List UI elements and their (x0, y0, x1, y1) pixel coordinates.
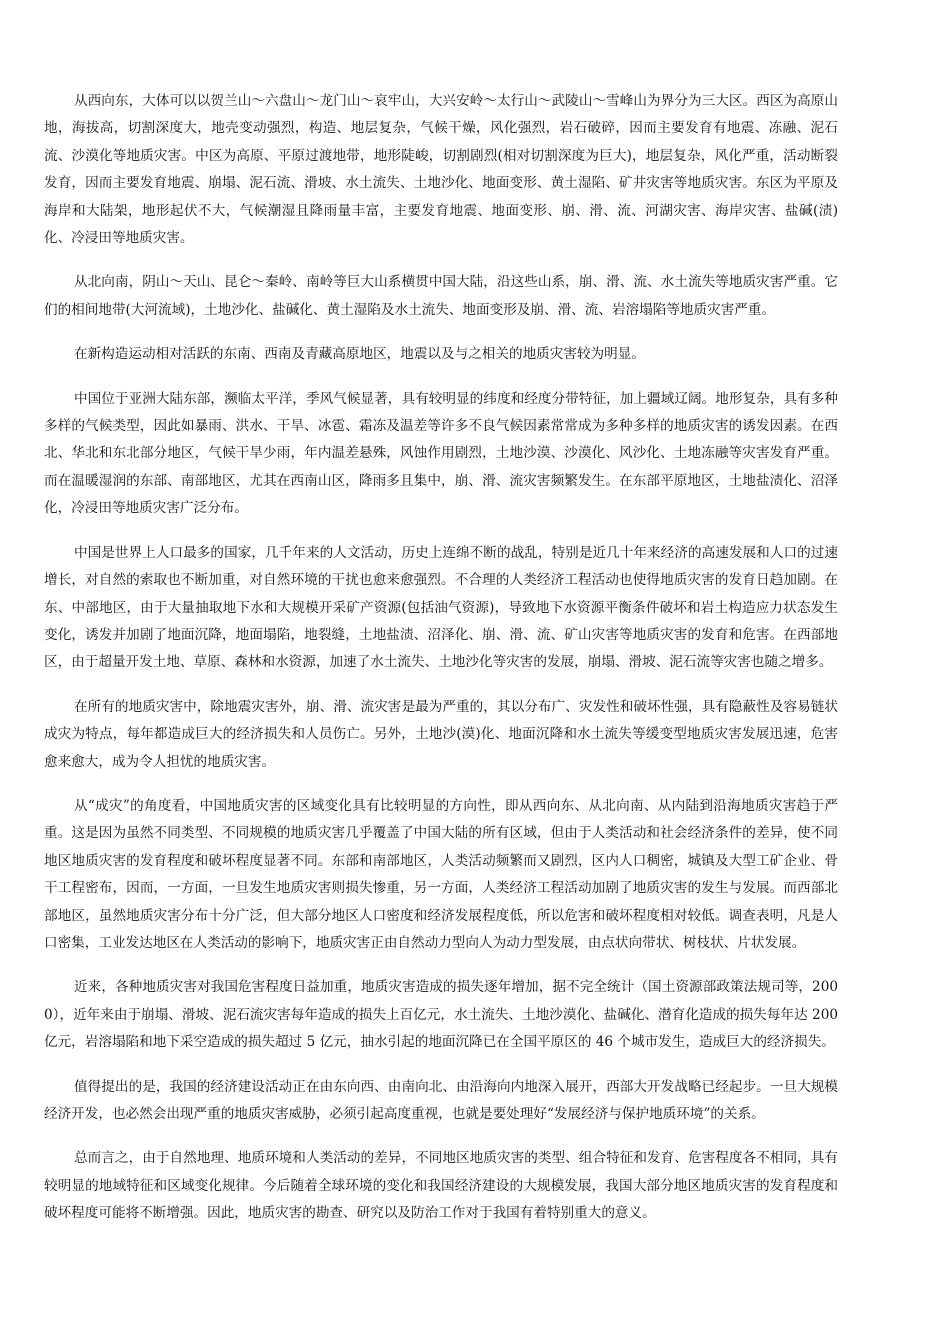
document-body (44, 88, 838, 1245)
paragraph-disaster-direction: 从“成灾”的角度看，中国地质灾害的区域变化具有比较明显的方向性，即从西向东、从北向南、从内陆到沿海地质灾害趋于严重。这是因为虽然不同类型、不同规模的地质灾害几乎覆盖了中国大陆的所有区域，但由于人类活动和社会经济条件的差异，使不同地区地质灾害的发育程度和破坏程度显著不同。东部和南部地区，人类活动频繁而又剧烈，区内人口稠密，城镇及大型工矿企业、骨干工程密布，因而，一方面，一旦发生地质灾害则损失惨重，另一方面，人类经济工程活动加剧了地质灾害的发生与发展。而西部北部地区，虽然地质灾害分布十分广泛，但大部分地区人口密度和经济发展程度低，所以危害和破坏程度相对较低。调查表明，凡是人口密集，工业发达地区在人类活动的影响下，地质灾害正由自然动力型向人为动力型发展，由点状向带状、树枝状、片状发展。 (44, 797, 838, 951)
paragraph-conclusion: 总而言之，由于自然地理、地质环境和人类活动的差异，不同地区地质灾害的类型、组合特征和发育、危害程度各不相同，具有较明显的地域特征和区域变化规律。今后随着全球环境的变化和我国经济建设的大规模发展，我国大部分地区地质灾害的发育程度和破坏程度可能将不断增强。因此，地质灾害的勘查、研究以及防治工作对于我国有着特别重大的意义。 (44, 1150, 838, 1222)
paragraph-human-activity: 中国是世界上人口最多的国家，几千年来的人文活动，历史上连绵不断的战乱，特别是近几十年来经济的高速发展和人口的过速增长，对自然的索取也不断加重，对自然环境的干扰也愈来愈强烈。不合理的人类经济工程活动也使得地质灾害的发育日趋加剧。在东、中部地区，由于大量抽取地下水和大规模开采矿产资源(包括油气资源)，导致地下水资源平衡条件破坏和岩土构造应力状态发生变化，诱发并加剧了地面沉降，地面塌陷，地裂缝，土地盐渍、沼泽化、崩、滑、流、矿山灾害等地质灾害的发育和危害。在西部地区，由于超量开发土地、草原、森林和水资源，加速了水土流失、土地沙化等灾害的发展，崩塌、滑坡、泥石流等灾害也随之增多。 (44, 544, 838, 671)
paragraph-development: 值得提出的是，我国的经济建设活动正在由东向西、由南向北、由沿海向内地深入展开，西部大开发战略已经起步。一旦大规模经济开发，也必然会出现严重的地质灾害威胁，必须引起高度重视，也就是要处理好“发展经济与保护地质环境”的关系。 (44, 1078, 838, 1122)
paragraph-neotectonic: 在新构造运动相对活跃的东南、西南及青藏高原地区，地震以及与之相关的地质灾害较为明显。 (74, 346, 645, 363)
paragraph-severity: 在所有的地质灾害中，除地震灾害外，崩、滑、流灾害是最为严重的，其以分布广、灾发性和破坏性强，具有隐蔽性及容易链状成灾为特点，每年都造成巨大的经济损失和人员伤亡。另外，土地沙(漠)化、地面沉降和水土流失等缓变型地质灾害发展迅速，危害愈来愈大，成为令人担忧的地质灾害。 (44, 698, 838, 770)
paragraph-climate: 中国位于亚洲大陆东部，濒临太平洋，季风气候显著，具有较明显的纬度和经度分带特征，加上疆域辽阔。地形复杂，具有多种多样的气候类型，因此如暴雨、洪水、干旱、冰雹、霜冻及温差等许多不良气候因素常常成为多种多样的地质灾害的诱发因素。在西北、华北和东北部分地区，气候干旱少雨，年内温差悬殊，风蚀作用剧烈，土地沙漠、沙漠化、风沙化、土地冻融等灾害发育严重。而在温暖湿润的东部、南部地区，尤其在西南山区，降雨多且集中，崩、滑、流灾害频繁发生。在东部平原地区，土地盐渍化、沼泽化，冷浸田等地质灾害广泛分布。 (44, 390, 838, 517)
paragraph-losses: 近来，各种地质灾害对我国危害程度日益加重，地质灾害造成的损失逐年增加，据不完全统计（国土资源部政策法规司等，2000），近年来由于崩塌、滑坡、泥石流灾害每年造成的损失上百亿元，水土流失、土地沙漠化、盐碱化、潜育化造成的损失每年达 200 亿元，岩溶塌陷和地下采空造成的损失超过 5 亿元，抽水引起的地面沉降已在全国平原区的 46 个城市发生，造成巨大的经济损失。 (44, 979, 838, 1051)
paragraph-north-south: 从北向南，阴山～天山、昆仑～秦岭、南岭等巨大山系横贯中国大陆，沿这些山系，崩、滑、流、水土流失等地质灾害严重。它们的相间地带(大河流域)，土地沙化、盐碱化、黄土湿陷及水土流失、地面变形及崩、滑、流、岩溶塌陷等地质灾害严重。 (44, 274, 838, 318)
paragraph-west-east: 从西向东，大体可以以贺兰山～六盘山～龙门山～哀牢山，大兴安岭～太行山～武陵山～雪峰山为界分为三大区。西区为高原山地，海拔高，切割深度大，地壳变动强烈，构造、地层复杂，气候干燥，风化强烈，岩石破碎，因而主要发育有地震、冻融、泥石流、沙漠化等地质灾害。中区为高原、平原过渡地带，地形陡峻，切割剧烈(相对切割深度为巨大)，地层复杂，风化严重，活动断裂发育，因而主要发育地震、崩塌、泥石流、滑坡、水土流失、土地沙化、地面变形、黄土湿陷、矿井灾害等地质灾害。东区为平原及海岸和大陆架，地形起伏不大，气候潮湿且降雨量丰富，主要发育地震、地面变形、崩、滑、流、河湖灾害、海岸灾害、盐碱(渍)化、冷浸田等地质灾害。 (44, 93, 838, 247)
